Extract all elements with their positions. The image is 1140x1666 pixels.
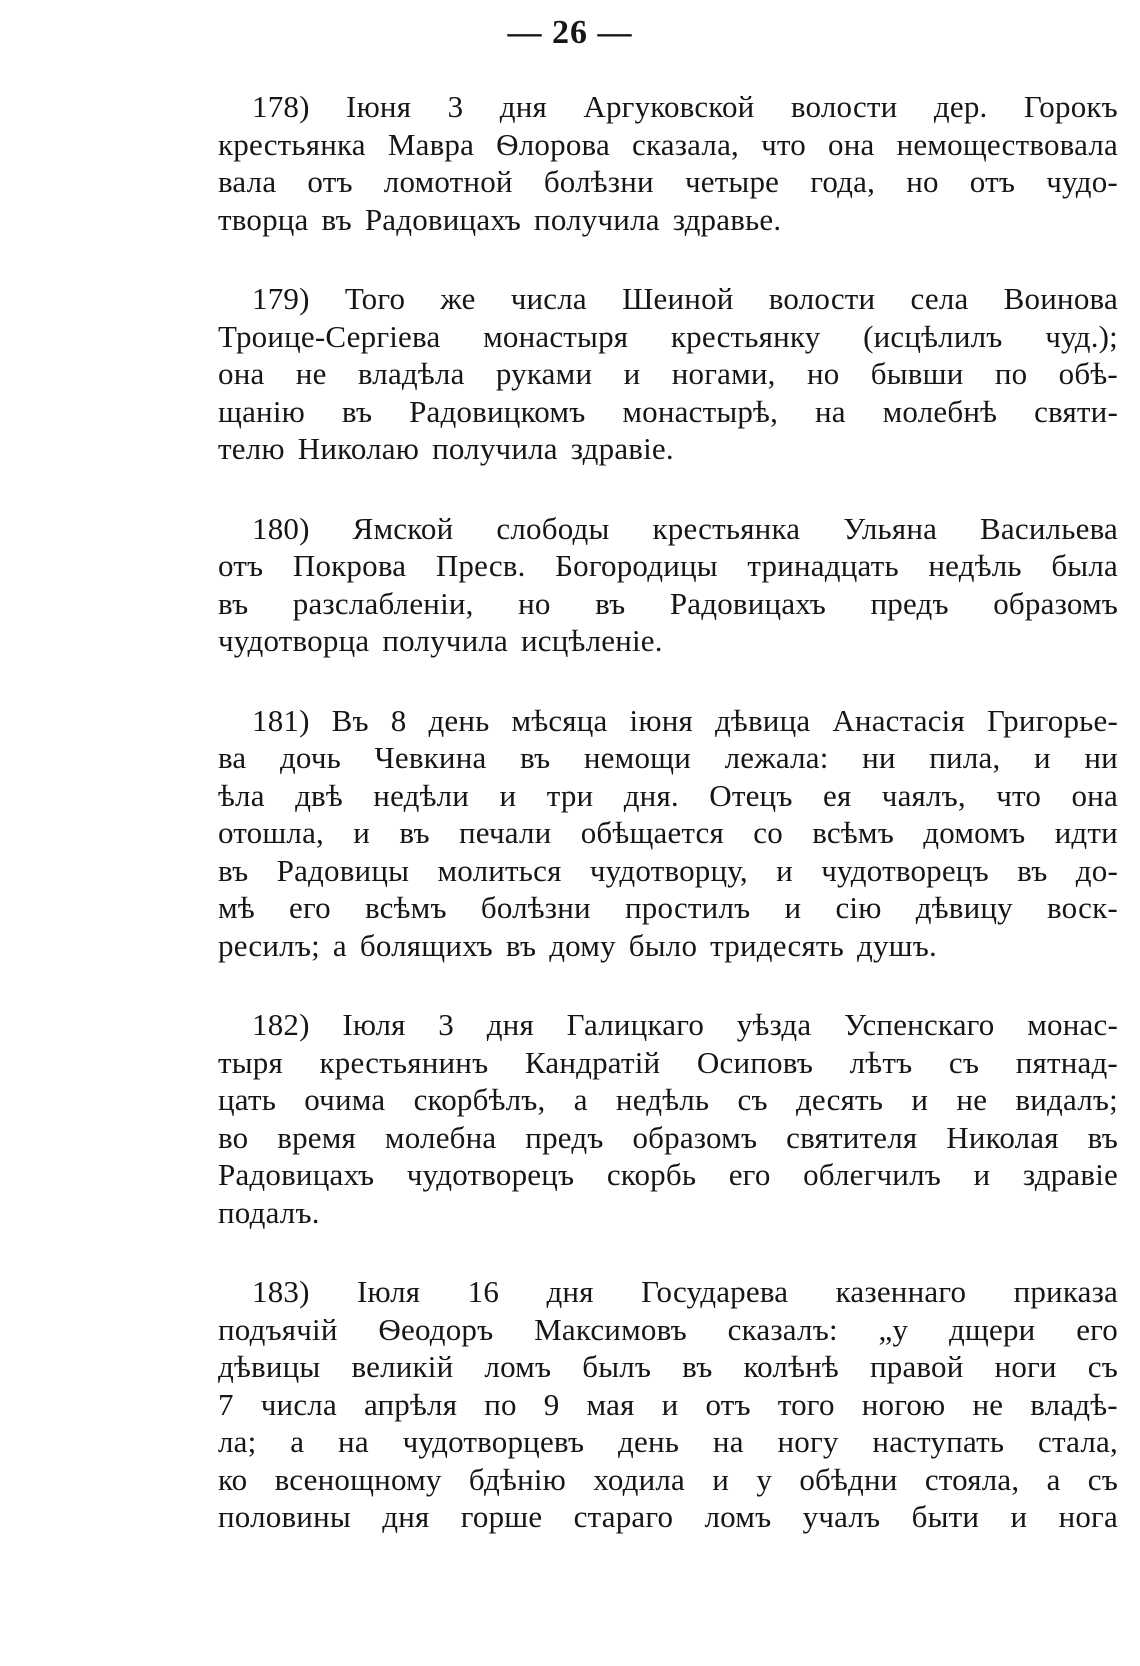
word: въ: [682, 1349, 713, 1384]
word: и: [499, 777, 517, 813]
word: лѣтъ: [849, 1044, 913, 1080]
word: ногу: [777, 1424, 839, 1459]
text-line: [218, 585, 1118, 623]
word: отошла,: [218, 815, 324, 850]
word: приказа: [1013, 1274, 1118, 1309]
text-line: [218, 280, 1118, 318]
word: получила: [432, 431, 558, 466]
word: того: [777, 1386, 835, 1422]
word: что: [996, 777, 1042, 813]
word: день: [428, 702, 490, 738]
word: 181): [252, 702, 310, 738]
word: сказалъ:: [727, 1311, 838, 1347]
word: правой: [869, 1349, 964, 1384]
word: монастырѣ,: [622, 393, 779, 429]
word: великій: [351, 1349, 454, 1384]
word: дня.: [623, 777, 679, 813]
word: ла;: [218, 1424, 257, 1459]
word: со: [753, 815, 783, 850]
word: Аргуковской: [583, 89, 755, 124]
entry-paragraph: [218, 510, 1118, 660]
word: его: [289, 890, 331, 925]
word: въ: [321, 201, 352, 237]
word: колѣнѣ: [743, 1349, 839, 1384]
word: по: [484, 1386, 517, 1422]
word: она: [218, 356, 265, 391]
word: щанію: [218, 393, 305, 429]
word: дѣвицу: [915, 890, 1013, 925]
text-line: [218, 1006, 1118, 1044]
word: былъ: [582, 1349, 652, 1384]
word: душъ.: [857, 927, 937, 963]
word: отъ: [307, 164, 353, 199]
word: монастыря: [483, 318, 629, 354]
word: чудотворецъ: [821, 852, 989, 888]
word: чудотворцевъ: [402, 1424, 585, 1459]
word: монас-: [1027, 1007, 1118, 1042]
word: и: [973, 1157, 991, 1192]
word: скорбѣлъ,: [413, 1082, 546, 1117]
word: облегчилъ: [803, 1157, 941, 1192]
text-line: [218, 777, 1118, 815]
word: 179): [252, 281, 310, 316]
text-line: [218, 702, 1118, 740]
word: 182): [252, 1007, 310, 1042]
word: обѣ-: [1058, 356, 1118, 391]
word: святи-: [1034, 393, 1118, 429]
word: Богородицы: [555, 548, 718, 583]
word: Ямской: [352, 510, 454, 546]
word: 8: [390, 702, 407, 738]
word: творца: [218, 201, 309, 237]
word: пила,: [929, 740, 1001, 775]
word: Кандратій: [524, 1044, 661, 1080]
text-line: [218, 1348, 1118, 1386]
word: отъ: [705, 1386, 751, 1422]
word: съ: [737, 1082, 768, 1117]
text-line: [218, 1498, 1118, 1536]
word: дочь: [279, 740, 341, 775]
word: пятнад-: [1015, 1044, 1118, 1080]
word: предъ: [525, 1119, 604, 1155]
word: здравье.: [672, 201, 782, 237]
word: а: [1046, 1461, 1061, 1497]
word: Чевкина: [374, 740, 487, 775]
word: Максимовъ: [534, 1311, 687, 1347]
word: Радовицы: [276, 852, 410, 888]
entry-paragraph: [218, 280, 1118, 468]
text-line: [218, 622, 1118, 660]
word: ноги: [994, 1349, 1057, 1384]
word: и: [911, 1082, 929, 1117]
word: 3: [447, 89, 464, 124]
word: дѣвицы: [218, 1349, 321, 1384]
word: дер.: [933, 89, 988, 124]
word: ни: [1084, 740, 1118, 775]
word: Отецъ: [709, 777, 793, 813]
word: Іюля: [342, 1007, 406, 1042]
word: отъ: [969, 164, 1016, 199]
word: Васильева: [980, 510, 1118, 546]
word: села: [910, 281, 969, 316]
word: была: [1051, 548, 1118, 583]
word: Григорье-: [986, 702, 1118, 738]
word: Радовицахъ: [218, 1157, 375, 1192]
word: его: [728, 1157, 771, 1192]
word: Троице-Сергіева: [218, 318, 441, 354]
word: ногами,: [671, 356, 776, 391]
word: бдѣнію: [468, 1461, 567, 1497]
word: чуд.);: [1045, 318, 1118, 354]
word: слободы: [496, 510, 610, 546]
word: Пресв.: [435, 548, 526, 583]
word: Горокъ: [1023, 89, 1118, 124]
word: съ: [948, 1044, 980, 1080]
word: десять: [795, 1082, 884, 1117]
text-line: [218, 1423, 1118, 1461]
word: не: [956, 1082, 988, 1117]
word: не: [972, 1386, 1004, 1422]
word: а: [573, 1082, 588, 1117]
word: ломотной: [383, 164, 513, 199]
word: Радовицахъ: [669, 585, 827, 621]
text-line: [218, 814, 1118, 852]
word: тыря: [218, 1044, 283, 1080]
word: 16: [467, 1274, 500, 1309]
word: отъ: [218, 548, 264, 583]
word: время: [277, 1119, 357, 1155]
word: его: [1076, 1311, 1118, 1347]
word: было: [628, 927, 698, 963]
word: ко: [218, 1461, 248, 1497]
text-line: [218, 126, 1118, 164]
word: „у: [878, 1311, 909, 1347]
word: здравіе.: [570, 431, 674, 466]
word: чаялъ,: [881, 777, 966, 813]
word: въ: [218, 852, 249, 888]
word: видалъ;: [1015, 1082, 1118, 1117]
word: Въ: [331, 702, 369, 738]
word: телю: [218, 431, 285, 466]
word: ломъ: [704, 1499, 772, 1534]
text-line: [218, 1156, 1118, 1194]
word: бывши: [870, 356, 964, 391]
word: Іюня: [346, 89, 412, 124]
word: 180): [252, 510, 310, 546]
word: четыре: [684, 164, 780, 199]
word: учалъ: [802, 1499, 881, 1534]
word: года,: [810, 164, 876, 199]
entry-paragraph: [218, 88, 1118, 238]
word: а: [332, 927, 347, 963]
text-line: [218, 430, 1118, 468]
text-line: [218, 1119, 1118, 1157]
word: ни: [862, 740, 896, 775]
word: сію: [835, 890, 882, 925]
word: Ульяна: [843, 510, 938, 546]
text-line: [218, 1461, 1118, 1499]
word: недѣль: [928, 548, 1022, 583]
word: дня: [382, 1499, 430, 1534]
word: а: [290, 1424, 305, 1459]
word: исцѣленіе.: [521, 623, 663, 658]
word: горше: [460, 1499, 543, 1534]
word: что: [761, 126, 806, 162]
text-line: [218, 852, 1118, 890]
word: въ: [1087, 1119, 1118, 1155]
word: чудотворцу,: [589, 852, 748, 888]
entry-paragraph: [218, 702, 1118, 965]
word: и: [776, 852, 793, 888]
word: крестьянку: [670, 318, 821, 354]
word: у: [756, 1461, 773, 1497]
word: волости: [768, 281, 876, 316]
text-line: [218, 889, 1118, 927]
word: ногою: [861, 1386, 946, 1422]
word: ходила: [593, 1461, 686, 1497]
word: всѣмъ: [812, 815, 894, 850]
word: Ѳеодоръ: [378, 1311, 494, 1347]
word: немощи: [583, 740, 692, 775]
text-line: [218, 201, 1118, 239]
word: Мавра: [387, 126, 475, 162]
word: уѣзда: [736, 1007, 812, 1042]
word: и: [712, 1461, 730, 1497]
word: на: [814, 393, 846, 429]
word: Государева: [641, 1274, 789, 1309]
word: и: [784, 890, 802, 925]
word: во: [218, 1119, 249, 1155]
word: разслабленіи,: [292, 585, 474, 621]
word: дня: [546, 1274, 594, 1309]
word: лежала:: [724, 740, 829, 775]
word: волости: [790, 89, 898, 124]
word: крестьянинъ: [319, 1044, 489, 1080]
word: молебнѣ: [882, 393, 998, 429]
word: съ: [1087, 1349, 1118, 1384]
word: тринадцать: [747, 548, 899, 583]
word: руками: [495, 356, 593, 391]
word: воск-: [1047, 890, 1118, 925]
word: болѣзни: [480, 890, 591, 925]
word: въ: [218, 585, 249, 621]
word: Воинова: [1003, 281, 1118, 316]
text-line: [218, 510, 1118, 548]
entry-paragraph: [218, 1273, 1118, 1536]
word: стояла,: [924, 1461, 1020, 1497]
word: 7: [218, 1386, 234, 1422]
word: получила: [382, 623, 508, 658]
word: 183): [252, 1274, 310, 1309]
entry-paragraph: [218, 1006, 1118, 1231]
word: и: [1033, 740, 1051, 775]
word: Радовицахъ: [364, 201, 522, 237]
word: въ: [505, 927, 537, 963]
word: (исцѣлилъ: [863, 318, 1003, 354]
word: Радовицкомъ: [409, 393, 586, 429]
word: Николая: [946, 1119, 1059, 1155]
word: святителя: [786, 1119, 918, 1155]
word: очима: [304, 1082, 386, 1117]
word: двѣ: [295, 777, 343, 813]
word: она: [1071, 777, 1118, 813]
word: болѣзни: [543, 164, 654, 199]
word: и: [623, 356, 641, 391]
text-line: [218, 1081, 1118, 1119]
word: крестьянка: [652, 510, 801, 546]
text-line: [218, 393, 1118, 431]
word: образомъ: [632, 1119, 758, 1155]
word: всенощному: [274, 1461, 442, 1497]
word: ея: [822, 777, 852, 813]
word: тридесять: [710, 927, 844, 963]
word: но: [806, 356, 840, 391]
word: Покрова: [292, 548, 407, 583]
word: ѣла: [218, 777, 265, 813]
text-line: [218, 1311, 1118, 1349]
word: предъ: [870, 585, 949, 621]
word: мѣ: [218, 890, 255, 925]
word: въ: [399, 815, 430, 850]
word: числа: [260, 1386, 337, 1422]
word: простилъ: [625, 890, 751, 925]
word: крестьянка: [218, 126, 366, 162]
word: на: [712, 1424, 744, 1459]
word: молебна: [384, 1119, 497, 1155]
word: въ: [341, 393, 373, 429]
word: стараго: [573, 1499, 674, 1534]
word: молиться: [437, 852, 562, 888]
word: Анастасія: [832, 702, 965, 738]
word: идти: [1054, 815, 1118, 850]
word: нога: [1058, 1499, 1118, 1534]
word: ломъ: [484, 1349, 552, 1384]
text-line: [218, 1273, 1118, 1311]
word: дня: [499, 89, 547, 124]
word: іюня: [629, 702, 693, 738]
word: цать: [218, 1082, 277, 1117]
word: по: [994, 356, 1028, 391]
word: на: [338, 1424, 369, 1459]
word: обѣдни: [799, 1461, 898, 1497]
text-line: [218, 1044, 1118, 1082]
word: немоществовала: [896, 126, 1118, 162]
word: апрѣля: [363, 1386, 458, 1422]
text-line: [218, 547, 1118, 585]
word: владѣла: [357, 356, 465, 391]
word: Осиповъ: [696, 1044, 814, 1080]
word: казеннаго: [835, 1274, 967, 1309]
word: Того: [344, 281, 406, 316]
word: недѣли: [373, 777, 470, 813]
word: печали: [458, 815, 552, 850]
text-line: [218, 739, 1118, 777]
word: 3: [438, 1007, 454, 1042]
word: недѣль: [615, 1082, 710, 1117]
text-line: [218, 355, 1118, 393]
word: домомъ: [923, 815, 1026, 850]
word: всѣмъ: [364, 890, 447, 925]
word: числа: [510, 281, 587, 316]
word: скорбь: [606, 1157, 697, 1192]
word: мѣсяца: [511, 702, 608, 738]
text-column: [218, 88, 1118, 1578]
word: 178): [252, 89, 310, 124]
word: но: [518, 585, 551, 621]
word: и: [661, 1386, 679, 1422]
page-number: — 26 —: [507, 14, 633, 51]
word: ресилъ;: [218, 927, 320, 963]
word: образомъ: [993, 585, 1118, 621]
text-line: [218, 163, 1118, 201]
word: быти: [911, 1499, 980, 1534]
word: ва: [218, 740, 247, 775]
word: сказала,: [632, 126, 739, 162]
word: Николаю: [297, 431, 420, 466]
word: подъячій: [218, 1311, 338, 1347]
word: болящихъ: [359, 927, 493, 963]
word: же: [440, 281, 476, 316]
word: здравіе: [1022, 1157, 1118, 1192]
word: три: [546, 777, 594, 813]
word: получила: [534, 201, 660, 237]
word: чудо-: [1046, 164, 1118, 199]
word: мая: [586, 1386, 635, 1422]
word: и: [353, 815, 371, 850]
word: Іюля: [357, 1274, 421, 1309]
word: въ: [595, 585, 626, 621]
text-line: [218, 1386, 1118, 1424]
word: дня: [486, 1007, 534, 1042]
word: стала,: [1038, 1424, 1118, 1459]
word: наступать: [872, 1424, 1005, 1459]
text-line: [218, 1194, 1118, 1232]
word: въ: [1017, 852, 1048, 888]
text-line: [218, 318, 1118, 356]
word: съ: [1087, 1461, 1118, 1497]
word: подалъ.: [218, 1194, 320, 1230]
word: 9: [543, 1386, 560, 1422]
word: и: [1010, 1499, 1028, 1534]
word: не: [295, 356, 327, 391]
text-line: [218, 88, 1118, 126]
word: дщери: [948, 1311, 1036, 1347]
word: въ: [520, 740, 551, 775]
word: дѣвица: [714, 702, 811, 738]
word: Успенскаго: [844, 1007, 995, 1042]
word: но: [906, 164, 939, 199]
word: обѣщается: [580, 815, 724, 850]
text-line: [218, 927, 1118, 965]
word: Галицкаго: [566, 1007, 705, 1042]
word: дому: [549, 927, 616, 963]
word: Шеиной: [622, 281, 734, 316]
word: день: [618, 1424, 680, 1459]
word: чудотворца: [218, 623, 370, 658]
word: до-: [1075, 852, 1118, 888]
word: вала: [218, 164, 277, 199]
word: Ѳлорова: [496, 126, 610, 162]
word: чудотворецъ: [406, 1157, 575, 1192]
word: владѣ-: [1030, 1386, 1118, 1422]
word: половины: [218, 1499, 351, 1534]
word: она: [828, 126, 875, 162]
